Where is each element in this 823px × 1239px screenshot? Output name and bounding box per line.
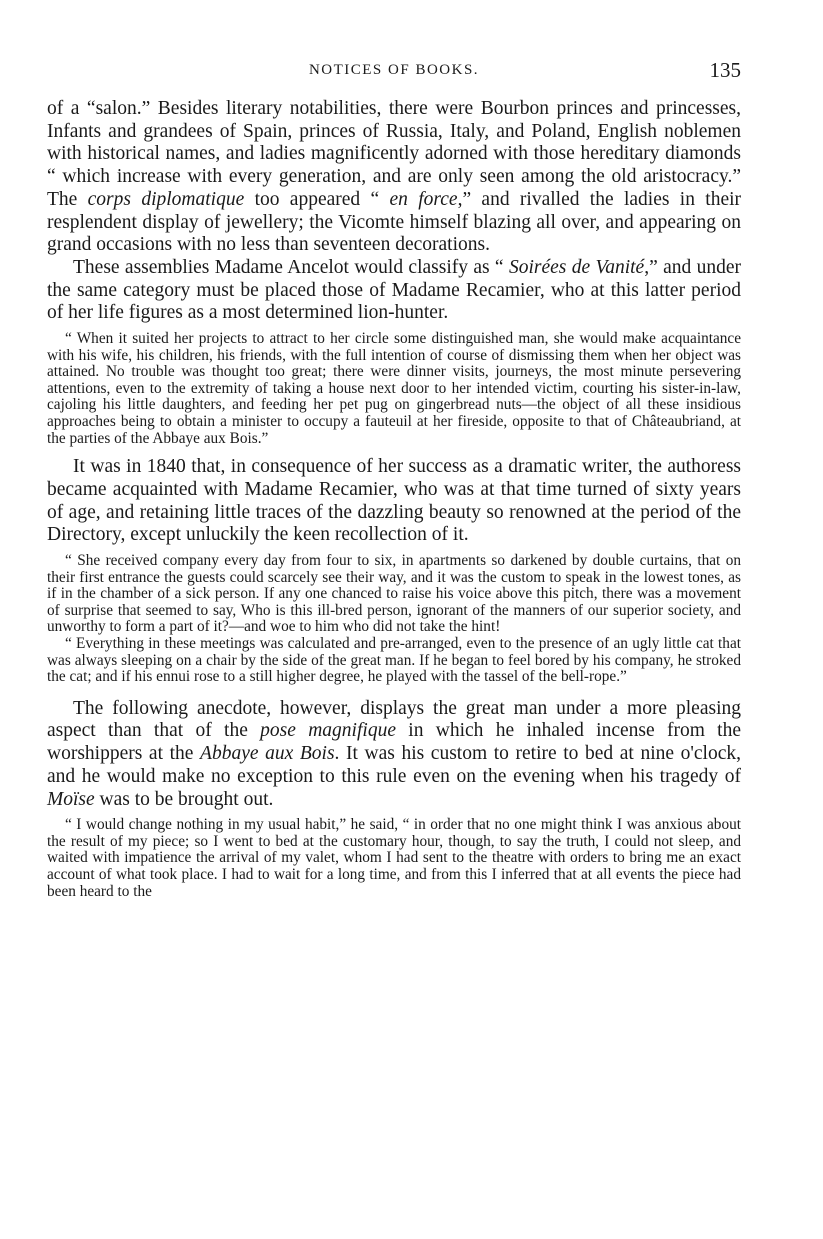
paragraph-1840: It was in 1840 that, in consequence of her success as a dramatic writer, the authoress became acquainted with Madame Recamier, who was at that time turned of sixty years of age, and retaining little traces of the dazzling beauty so renowned at the period of the Directory, except unluckily the keen recollection of it. [47, 456, 741, 546]
paragraph-salon: of a “salon.” Besides literary notabilities, there were Bourbon princes and princesses, Infants and grandees of Spain, princes of Russia, Italy, and Poland, English noblemen with historical names, and ladies magnificently adorned with those hereditary diamonds “ which increase with every generation, and are only seen among the old aristocracy.” The corps diplomatique too appeared “ en force,” and rivalled the ladies in their resplendent display of jewellery; the Vicomte himself blazing all over, and appearing on grand occasions with no less than seventeen decorations. [47, 98, 742, 256]
running-header [47, 60, 741, 88]
paragraph-anecdote: The following anecdote, however, displays the great man under a more pleasing aspect than that of the pose magnifique in which he inhaled incense from the worshippers at the Abbaye aux Bois. It was his custom to retire to bed at nine o'clock, and he would make no exception to this rule even on the evening when his tragedy of Moïse was to be brought out. [47, 697, 742, 810]
quote-moise-premiere: “ I would change nothing in my usual habit,” he said, “ in order that no one might think I was anxious about the result of my piece; so I went to bed at the customary hour, though, to say the truth, I could not sleep, and waited with impatience the arrival of my valet, whom I had sent to the theatre with orders to bring me an exact account of what took place. I had to wait for a long time, and from this I inferred that at all events the piece had been heard to the [47, 816, 741, 900]
quote-ugly-cat: “ Everything in these meetings was calculated and pre-arranged, even to the presence of an ugly little cat that was always sleeping on a chair by the side of the great man. If he began to feel bored by his company, he stroked the cat; and if his ennui rose to a still higher degree, he played with the tassel of the bell-rope.” [47, 634, 741, 686]
quote-lion-hunter: “ When it suited her projects to attract to her circle some distinguished man, she would make acquaintance with his wife, his children, his friends, with the full intention of course of dismissing them when her object was attained. No trouble was thought too great; there were dinner visits, journeys, the most minute persevering attentions, even to the extremity of taking a house next door to her intended victim, courting his sister-in-law, cajoling his little daughters, and feeding her pet pug on gingerbread nuts—the object of all these insidious approaches being to obtain a minister to occupy a fauteuil at her fireside, opposite to that of Châteaubriand, at the parties of the Abbaye aux Bois.” [47, 330, 741, 447]
page-number: 135 [709, 58, 741, 82]
quote-darkened-apartments: “ She received company every day from four to six, in apartments so darkened by double curtains, that on their first entrance the guests could scarcely see their way, and it was the custom to speak in the lowest tones, as if in the chamber of a sick person. If any one chanced to raise his voice above this pitch, there was a movement of surprise that seemed to say, Who is this ill-bred person, ignorant of the manners of our superior society, and unworthy to form a part of it?—and woe to him who did not take the hint! [47, 552, 741, 636]
book-page [47, 60, 741, 900]
running-title: NOTICES OF BOOKS. [308, 62, 480, 78]
paragraph-soirees: These assemblies Madame Ancelot would classify as “ Soirées de Vanité,” and under the same category must be placed those of Madame Recamier, who at this latter period of her life figures as a most determined lion-hunter. [47, 256, 741, 324]
